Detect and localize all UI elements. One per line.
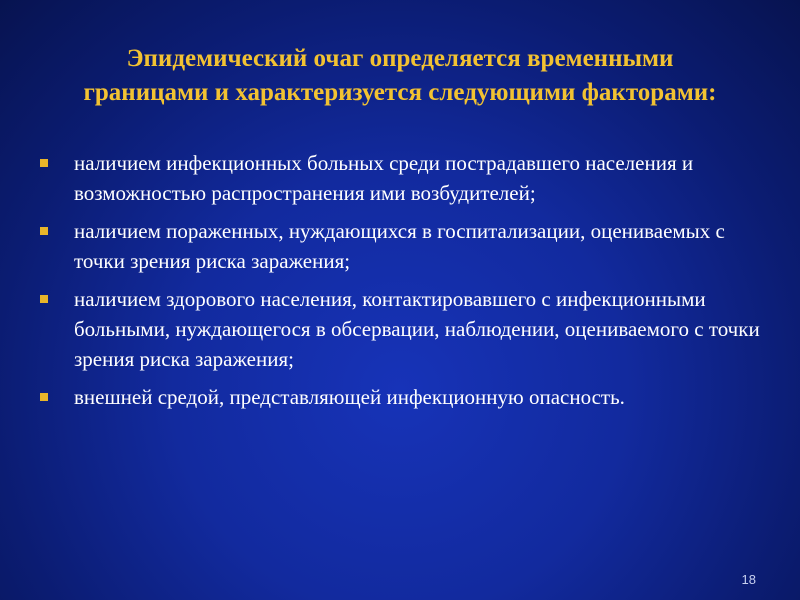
page-number: 18 (741, 572, 756, 587)
slide-title (10, 42, 790, 110)
bullet-list (40, 148, 760, 420)
list-item (40, 148, 760, 208)
bullet-text: наличием пораженных, нуждающихся в госпитализации, оцениваемых с точки зрения риска заражения; (74, 219, 725, 273)
list-item (40, 382, 760, 412)
bullet-text: внешней средой, представляющей инфекционную опасность. (74, 385, 625, 409)
bullet-text: наличием здорового населения, контактировавшего с инфекционными больными, нуждающегося в обсервации, наблюдении, оцениваемого с точки зрения риска заражения; (74, 287, 760, 371)
square-bullet-icon (40, 159, 48, 167)
bullet-text: наличием инфекционных больных среди пострадавшего населения и возможностью распространения ими возбудителей; (74, 151, 694, 205)
square-bullet-icon (40, 393, 48, 401)
square-bullet-icon (40, 295, 48, 303)
list-item (40, 284, 760, 374)
list-item (40, 216, 760, 276)
slide-title-line-2: границами и характеризуется следующими факторами: (83, 79, 717, 106)
slide-title-line-1: Эпидемический очаг определяется временными (126, 45, 674, 72)
square-bullet-icon (40, 227, 48, 235)
